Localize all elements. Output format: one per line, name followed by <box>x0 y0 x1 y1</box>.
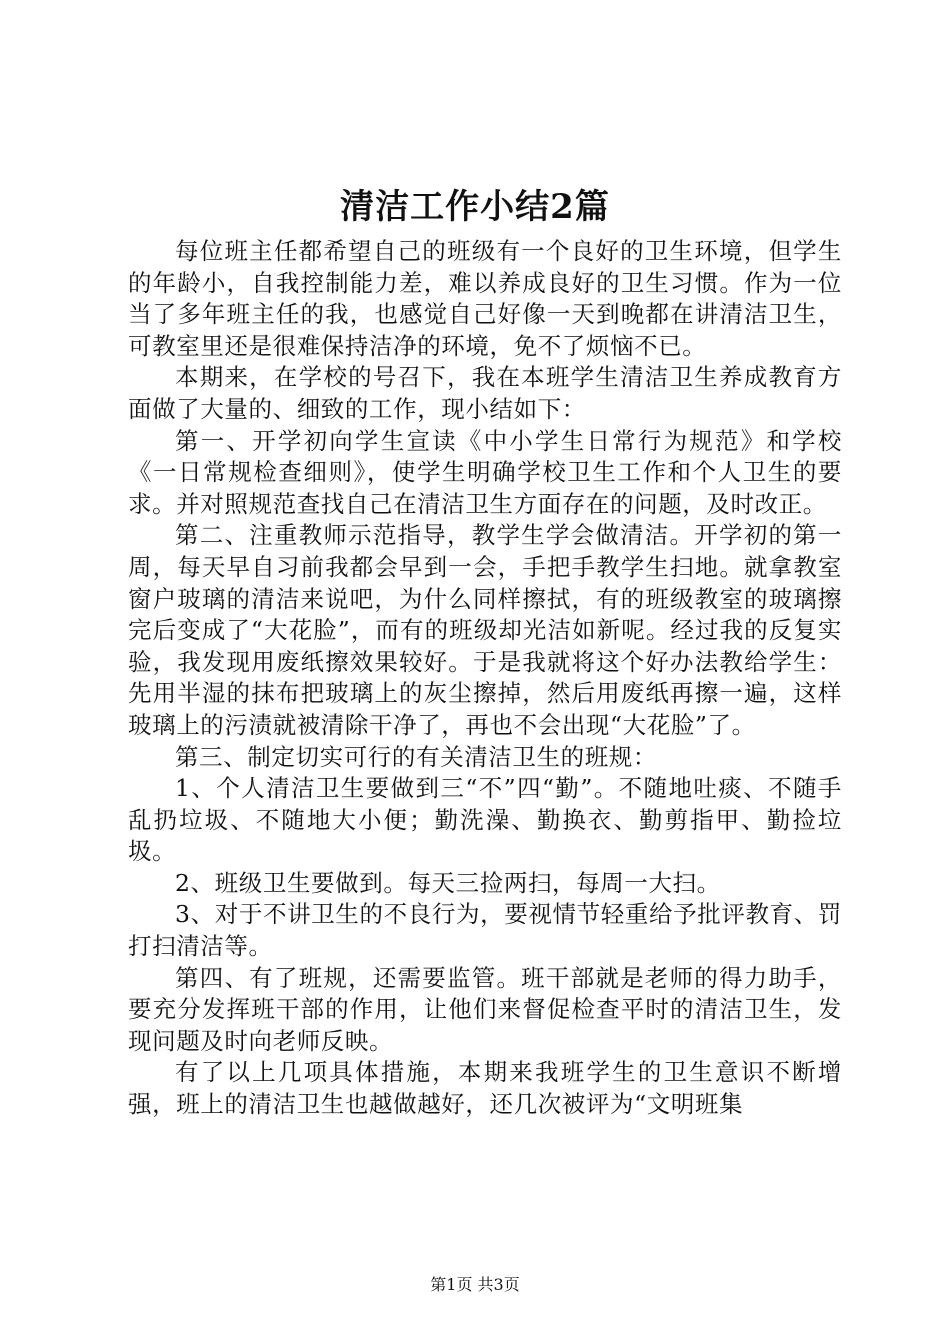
page-footer: 第1页 共3页 <box>430 1275 520 1294</box>
document-title: 清洁工作小结2篇 <box>340 187 610 227</box>
paragraph: 2、班级卫生要做到。每天三捡两扫，每周一大扫。 <box>175 868 721 897</box>
paragraph: 第三、制定切实可行的有关清洁卫生的班规： <box>175 742 657 771</box>
paragraph: 第一、开学初向学生宣读《中小学生日常行为规范》和学校《一日常规检查细则》，使学生明确学校卫生工作和个人卫生的要求。并对照规范查找自己在清洁卫生方面存在的问题，及时改正。 <box>128 426 842 518</box>
paragraph: 第二、注重教师示范指导，教学生学会做清洁。开学初的第一周，每天早自习前我都会早到一会，手把手教学生扫地。就拿教室窗户玻璃的清洁来说吧，为什么同样擦拭，有的班级教室的玻璃擦完后变成了“大花脸”，而有的班级却光洁如新呢。经过我的反复实验，我发现用废纸擦效果较好。于是我就将这个好办法教给学生：先用半湿的抹布把玻璃上的灰尘擦掉，然后用废纸再擦一遍，这样玻璃上的污渍就被清除干净了，再也不会出现“大花脸”了。 <box>128 521 842 739</box>
paragraph: 本期来，在学校的号召下，我在本班学生清洁卫生养成教育方面做了大量的、细致的工作，现小结如下： <box>128 363 842 423</box>
paragraph: 第四、有了班规，还需要监管。班干部就是老师的得力助手，要充分发挥班干部的作用，让他们来督促检查平时的清洁卫生，发现问题及时向老师反映。 <box>128 963 842 1055</box>
paragraph: 每位班主任都希望自己的班级有一个良好的卫生环境，但学生的年龄小，自我控制能力差，难以养成良好的卫生习惯。作为一位当了多年班主任的我，也感觉自己好像一天到晚都在讲清洁卫生，可教室里还是很难保持洁净的环境，免不了烦恼不已。 <box>128 237 842 360</box>
paragraph: 有了以上几项具体措施，本期来我班学生的卫生意识不断增强，班上的清洁卫生也越做越好，还几次被评为“文明班集 <box>128 1058 842 1119</box>
paragraph: 3、对于不讲卫生的不良行为，要视情节轻重给予批评教育、罚打扫清洁等。 <box>128 900 842 961</box>
document-body <box>128 236 842 1121</box>
paragraph: 1、个人清洁卫生要做到三“不”四“勤”。不随地吐痰、不随手乱扔垃圾、不随地大小便；勤洗澡、勤换衣、勤剪指甲、勤捡垃圾。 <box>128 774 842 866</box>
